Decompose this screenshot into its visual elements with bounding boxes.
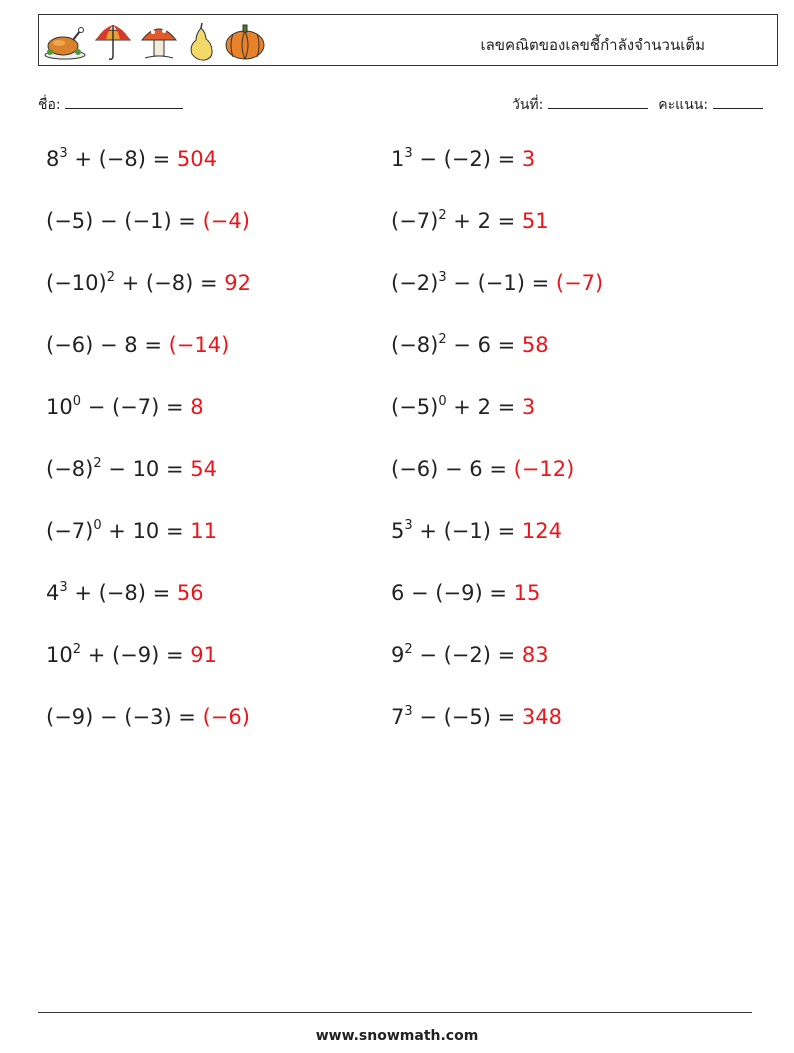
problem-answer: (−14) <box>168 333 230 357</box>
problem-base: 10 <box>46 395 73 419</box>
problem-operation: − 6 = <box>446 333 522 357</box>
problem-answer: (−4) <box>202 209 250 233</box>
problem-base: 10 <box>46 643 73 667</box>
problem-operation: − (−5) = <box>412 705 522 729</box>
problem-operation: + (−9) = <box>81 643 191 667</box>
problem-answer: (−7) <box>555 271 604 295</box>
problem-item <box>391 209 549 233</box>
problem-operation: + 2 = <box>446 209 522 233</box>
problem-answer: 92 <box>224 271 251 295</box>
problem-base: (−5) <box>391 395 439 419</box>
problem-base: (−8) <box>391 333 439 357</box>
mushroom-icon <box>139 22 179 62</box>
problem-base: (−8) <box>46 457 94 481</box>
problem-exponent: 3 <box>59 580 68 595</box>
problem-exponent: 0 <box>438 394 447 409</box>
problem-base: (−2) <box>391 271 439 295</box>
problem-item <box>46 147 217 171</box>
problem-exponent: 3 <box>59 146 68 161</box>
problem-exponent: 2 <box>72 642 82 657</box>
problem-answer: (−12) <box>513 457 575 481</box>
problem-item <box>391 705 562 729</box>
problem-item <box>46 395 204 419</box>
name-line <box>65 94 183 109</box>
problem-operation: − (−2) = <box>412 643 522 667</box>
problem-item <box>46 581 204 605</box>
footer-divider <box>38 1012 752 1013</box>
problem-base: (−10) <box>46 271 107 295</box>
problem-exponent: 3 <box>438 270 447 285</box>
problem-answer: 83 <box>521 643 549 667</box>
problem-base: 1 <box>391 147 405 171</box>
problem-base: (−7) <box>391 209 439 233</box>
problem-exponent: 2 <box>438 208 447 223</box>
problem-item <box>46 705 250 729</box>
footer-url: www.snowmath.com <box>315 1028 479 1044</box>
problem-base: 6 − (−9) = <box>391 581 514 605</box>
umbrella-icon <box>93 22 133 62</box>
problem-base: 9 <box>391 643 405 667</box>
problem-operation: + (−8) = <box>114 271 225 295</box>
problem-item <box>46 457 217 481</box>
problem-operation: + (−8) = <box>67 147 177 171</box>
problem-exponent: 3 <box>404 518 413 533</box>
problem-item <box>391 519 562 543</box>
problem-answer: 504 <box>176 147 217 171</box>
problem-exponent: 3 <box>404 704 413 719</box>
problem-answer: 3 <box>521 147 536 171</box>
problem-answer: 3 <box>521 395 536 419</box>
problem-item <box>46 209 250 233</box>
problem-answer: 15 <box>513 581 541 605</box>
header-icons <box>43 21 267 63</box>
problem-answer: 8 <box>190 395 204 419</box>
problem-operation: − 10 = <box>101 457 191 481</box>
problem-answer: 51 <box>521 209 549 233</box>
problem-exponent: 0 <box>72 394 82 409</box>
problem-operation: + (−1) = <box>412 519 522 543</box>
problem-item <box>391 271 603 295</box>
problem-exponent: 2 <box>438 332 447 347</box>
name-field <box>38 94 183 116</box>
problem-answer: (−6) <box>202 705 250 729</box>
problem-base: 7 <box>391 705 405 729</box>
worksheet-header <box>38 14 778 66</box>
problem-item <box>391 147 535 171</box>
problem-item <box>46 519 217 543</box>
roast-chicken-icon <box>43 24 87 60</box>
problem-item <box>391 581 540 605</box>
problem-base: (−9) − (−3) = <box>46 705 203 729</box>
problem-base: (−6) − 8 = <box>46 333 169 357</box>
problem-operation: + 2 = <box>446 395 522 419</box>
problem-base: 4 <box>46 581 60 605</box>
problem-answer: 91 <box>190 643 217 667</box>
problem-answer: 11 <box>190 519 217 543</box>
problem-answer: 54 <box>190 457 217 481</box>
problem-item <box>391 333 549 357</box>
problem-item <box>46 333 229 357</box>
score-label: คะแนน: <box>658 97 709 113</box>
problem-operation: − (−2) = <box>412 147 522 171</box>
worksheet-title: เลขคณิตของเลขชี้กำลังจำนวนเต็ม <box>480 36 705 54</box>
problem-exponent: 2 <box>93 456 102 471</box>
problem-item <box>46 643 217 667</box>
problem-operation: + (−8) = <box>67 581 177 605</box>
pear-icon <box>185 22 217 62</box>
problem-operation: − (−7) = <box>81 395 191 419</box>
problem-answer: 124 <box>521 519 562 543</box>
date-label: วันที่: <box>512 97 544 113</box>
problem-exponent: 0 <box>93 518 102 533</box>
problem-base: (−7) <box>46 519 94 543</box>
problem-base: (−5) − (−1) = <box>46 209 203 233</box>
problem-answer: 58 <box>521 333 549 357</box>
problem-item <box>46 271 251 295</box>
problem-exponent: 3 <box>404 146 413 161</box>
name-label: ชื่อ: <box>38 97 61 113</box>
problem-exponent: 2 <box>106 270 115 285</box>
problem-item <box>391 643 549 667</box>
date-line <box>548 94 648 109</box>
date-score-field <box>512 94 763 116</box>
problem-base: 8 <box>46 147 60 171</box>
problem-exponent: 2 <box>404 642 413 657</box>
problem-item <box>391 457 574 481</box>
problem-answer: 348 <box>521 705 562 729</box>
problem-item <box>391 395 535 419</box>
problem-operation: + 10 = <box>101 519 191 543</box>
problem-answer: 56 <box>176 581 204 605</box>
problem-operation: − (−1) = <box>446 271 556 295</box>
pumpkin-icon <box>223 22 267 62</box>
score-line <box>713 94 763 109</box>
problem-base: 5 <box>391 519 405 543</box>
problem-base: (−6) − 6 = <box>391 457 514 481</box>
